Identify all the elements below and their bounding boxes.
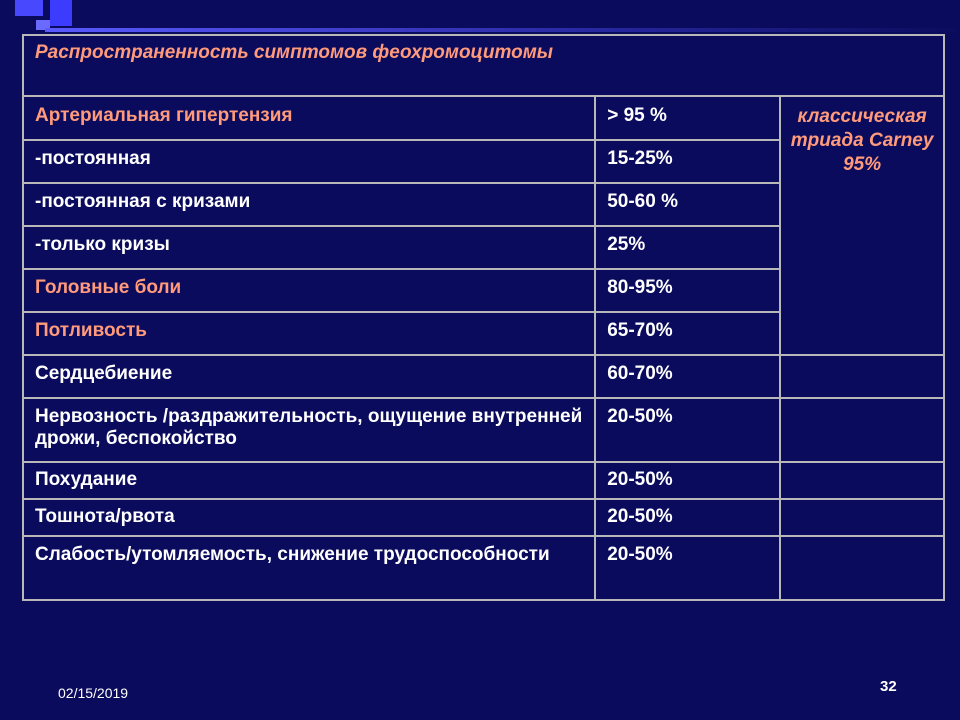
value-cell: 60-70% xyxy=(595,355,780,398)
value-cell: 50-60 % xyxy=(595,183,780,226)
symptom-cell: Нервозность /раздражительность, ощущение внутренней дрожи, беспокойство xyxy=(23,398,595,462)
value-cell: 65-70% xyxy=(595,312,780,355)
value-cell: > 95 % xyxy=(595,96,780,140)
empty-cell xyxy=(780,499,944,536)
symptom-cell: Тошнота/рвота xyxy=(23,499,595,536)
empty-cell xyxy=(780,536,944,600)
symptom-cell: Слабость/утомляемость, снижение трудоспособности xyxy=(23,536,595,600)
symptom-cell: Похудание xyxy=(23,462,595,499)
slide-date: 02/15/2019 xyxy=(58,685,129,701)
page-number: 32 xyxy=(880,678,897,695)
symptom-cell: Сердцебиение xyxy=(23,355,595,398)
table-row xyxy=(23,398,944,462)
table-row xyxy=(23,462,944,499)
value-cell: 20-50% xyxy=(595,398,780,462)
table-row xyxy=(23,355,944,398)
value-cell: 20-50% xyxy=(595,499,780,536)
triad-note: классическая триада Carney 95% xyxy=(780,96,944,355)
symptom-cell: Потливость xyxy=(23,312,595,355)
top-divider-line xyxy=(45,28,960,32)
symptom-cell: -постоянная с кризами xyxy=(23,183,595,226)
value-cell: 15-25% xyxy=(595,140,780,183)
slide-title: Распространенность симптомов феохромоцитомы xyxy=(23,35,944,96)
symptom-cell: Артериальная гипертензия xyxy=(23,96,595,140)
table-row xyxy=(23,499,944,536)
value-cell: 20-50% xyxy=(595,536,780,600)
table-row xyxy=(23,96,944,140)
empty-cell xyxy=(780,462,944,499)
empty-cell xyxy=(780,398,944,462)
symptom-cell: -только кризы xyxy=(23,226,595,269)
symptom-cell: Головные боли xyxy=(23,269,595,312)
table-row xyxy=(23,536,944,600)
empty-cell xyxy=(780,355,944,398)
symptoms-table xyxy=(22,34,945,601)
value-cell: 25% xyxy=(595,226,780,269)
value-cell: 20-50% xyxy=(595,462,780,499)
symptom-cell: -постоянная xyxy=(23,140,595,183)
value-cell: 80-95% xyxy=(595,269,780,312)
